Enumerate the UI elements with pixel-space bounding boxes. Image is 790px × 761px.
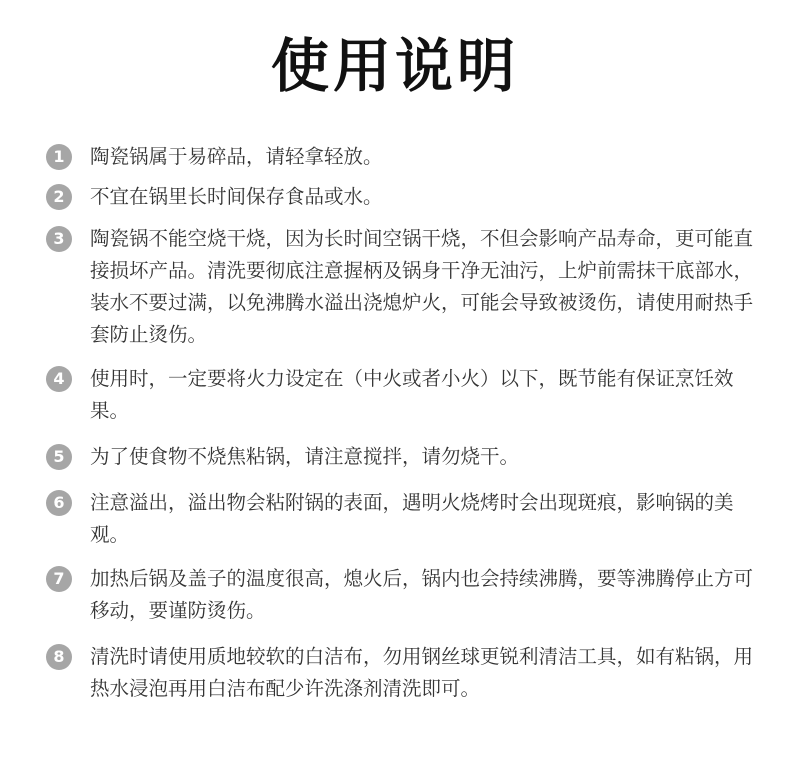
instruction-text-6: 注意溢出，溢出物会粘附锅的表面，遇明火烧烤时会出现斑痕，影响锅的美观。 <box>90 491 734 546</box>
number-badge-5: 5 <box>46 444 72 470</box>
instruction-text-3: 陶瓷锅不能空烧干烧，因为长时间空锅干烧，不但会影响产品寿命，更可能直接损坏产品。清洗要彻底注意握柄及锅身干净无油污，上炉前需抹干底部水，装水不要过满，以免沸腾水溢出浇熄炉火，可能会导致被烫伤，请使用耐热手套防止烫伤。 <box>90 227 754 346</box>
instruction-text-5: 为了使食物不烧焦粘锅，请注意搅拌，请勿烧干。 <box>90 445 520 468</box>
number-badge-6: 6 <box>46 490 72 516</box>
instruction-text-4: 使用时，一定要将火力设定在（中火或者小火）以下，既节能有保证烹饪效果。 <box>90 367 734 422</box>
page-title: 使用说明 <box>270 32 519 100</box>
instruction-text-1: 陶瓷锅属于易碎品，请轻拿轻放。 <box>90 145 383 168</box>
number-badge-3: 3 <box>46 226 72 252</box>
instruction-text-7: 加热后锅及盖子的温度很高，熄火后，锅内也会持续沸腾，要等沸腾停止方可移动，要谨防烫伤。 <box>90 567 754 622</box>
instruction-text-8: 清洗时请使用质地较软的白洁布，勿用钢丝球更锐利清洁工具，如有粘锅，用热水浸泡再用白洁布配少许洗涤剂清洗即可。 <box>90 645 754 700</box>
number-badge-1: 1 <box>46 144 72 170</box>
number-badge-4: 4 <box>46 366 72 392</box>
number-badge-8: 8 <box>46 644 72 670</box>
number-badge-2: 2 <box>46 184 72 210</box>
instruction-text-2: 不宜在锅里长时间保存食品或水。 <box>90 185 383 208</box>
number-badge-7: 7 <box>46 566 72 592</box>
